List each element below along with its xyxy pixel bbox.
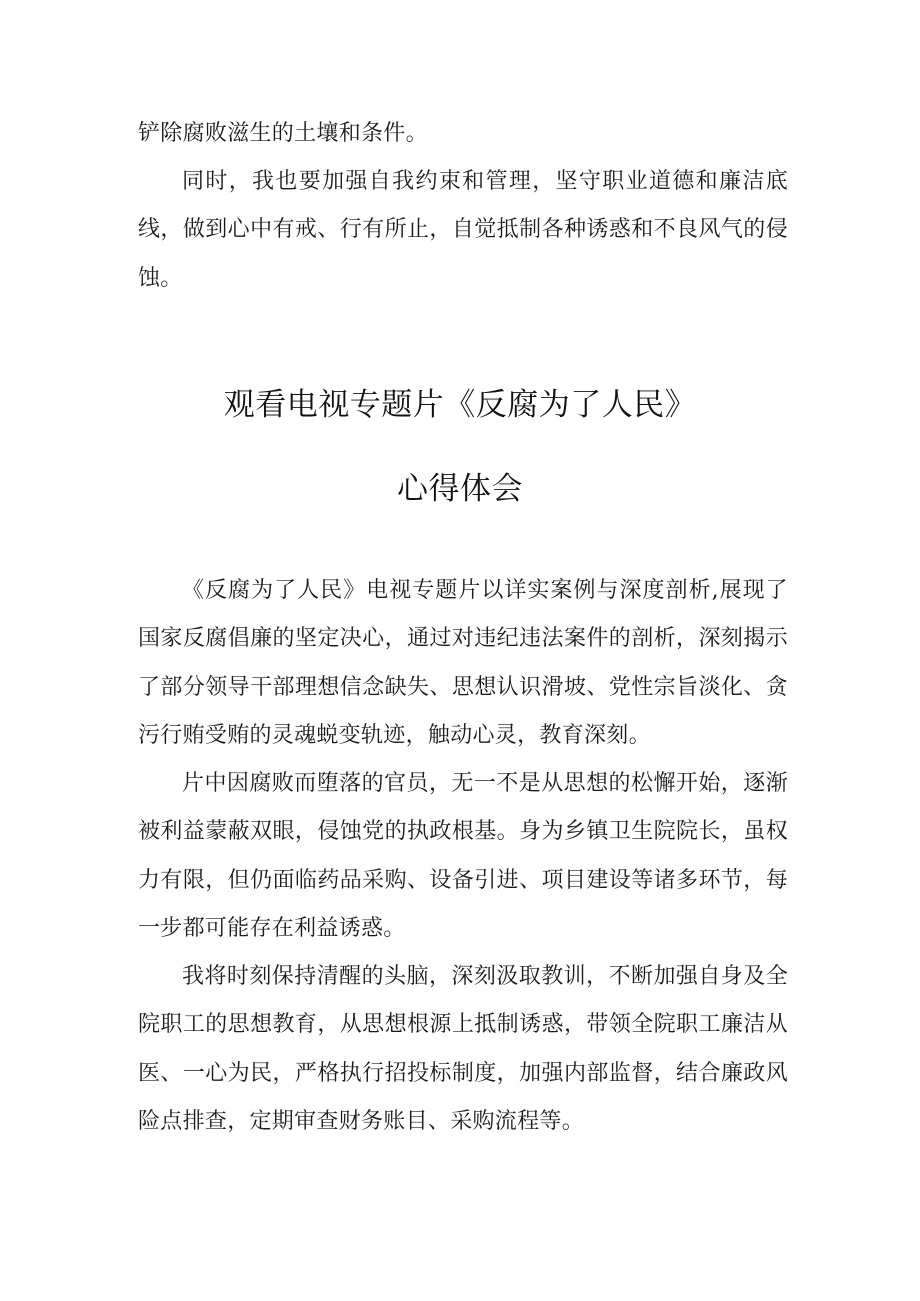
- intro-paragraph: 同时，我也要加强自我约束和管理，坚守职业道德和廉洁底线，做到心中有戒、行有所止，自觉抵制各种诱惑和不良风气的侵蚀。: [138, 169, 788, 291]
- continued-paragraph: 铲除腐败滋生的土壤和条件。: [138, 121, 428, 146]
- body-paragraph-1: 《反腐为了人民》电视专题片以详实案例与深度剖析,展现了国家反腐倡廉的坚定决心，通过对违纪违法案件的剖析，深刻揭示了部分领导干部理想信念缺失、思想认识滑坡、党性宗旨淡化、贪污行贿受贿的灵魂蜕变轨迹，触动心灵，教育深刻。: [138, 578, 788, 748]
- body-paragraph-2: 片中因腐败而堕落的官员，无一不是从思想的松懈开始，逐渐被利益蒙蔽双眼，侵蚀党的执政根基。身为乡镇卫生院院长，虽权力有限，但仍面临药品采购、设备引进、项目建设等诸多环节，每一步都可能存在利益诱惑。: [138, 771, 788, 941]
- document-title: 观看电视专题片《反腐为了人民》: [223, 387, 697, 423]
- body-paragraph-3: 我将时刻保持清醒的头脑，深刻汲取教训，不断加强自身及全院职工的思想教育，从思想根源上抵制诱惑，带领全院职工廉洁从医、一心为民，严格执行招投标制度，加强内部监督，结合廉政风险点排查，定期审查财务账目、采购流程等。: [138, 964, 788, 1134]
- document-subtitle: 心得体会: [397, 471, 523, 507]
